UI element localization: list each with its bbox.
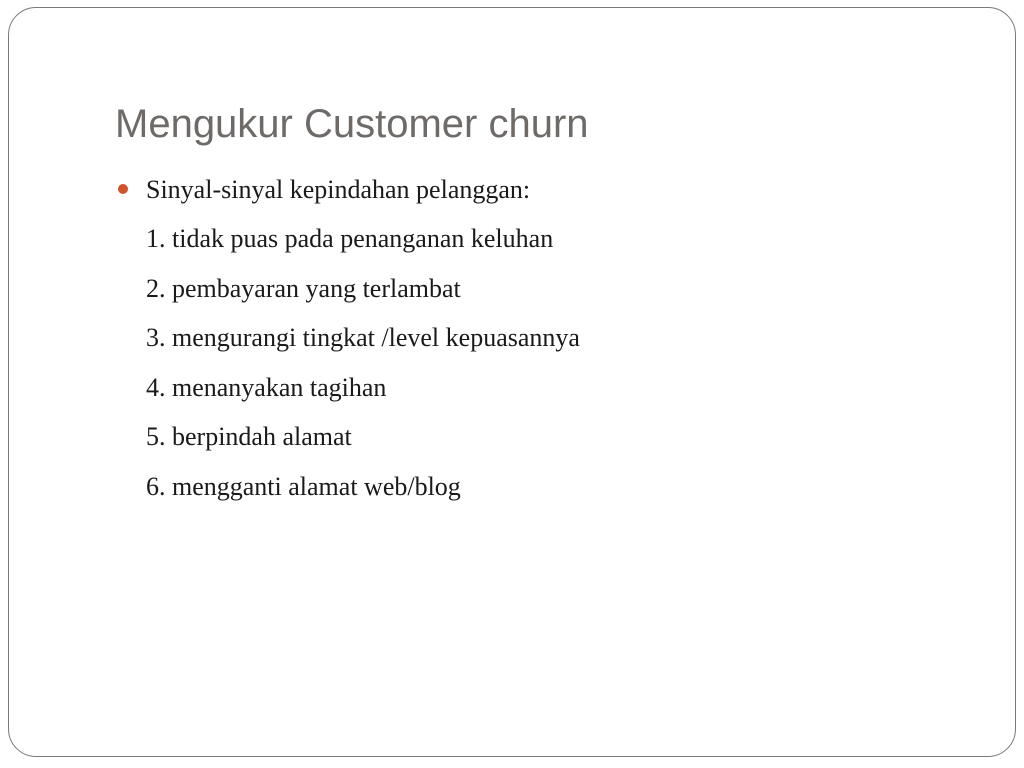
list-item: 4. menanyakan tagihan xyxy=(146,372,387,402)
list-item: 1. tidak puas pada penanganan keluhan xyxy=(146,224,554,253)
bullet-text: Sinyal-sinyal kepindahan pelanggan: xyxy=(146,175,531,204)
slide-content xyxy=(115,173,580,519)
slide xyxy=(8,7,1016,757)
bullet-item xyxy=(115,173,580,222)
list-item: 5. berpindah alamat xyxy=(146,422,352,451)
list-item: 2. pembayaran yang terlambat xyxy=(146,273,461,303)
list-item: 3. mengurangi tingkat /level kepuasannya xyxy=(146,323,580,352)
list-item: 6. mengganti alamat web/blog xyxy=(146,471,461,501)
bullet-dot-icon xyxy=(118,184,128,194)
slide-title: Mengukur Customer churn xyxy=(115,102,589,146)
numbered-list xyxy=(115,222,580,519)
